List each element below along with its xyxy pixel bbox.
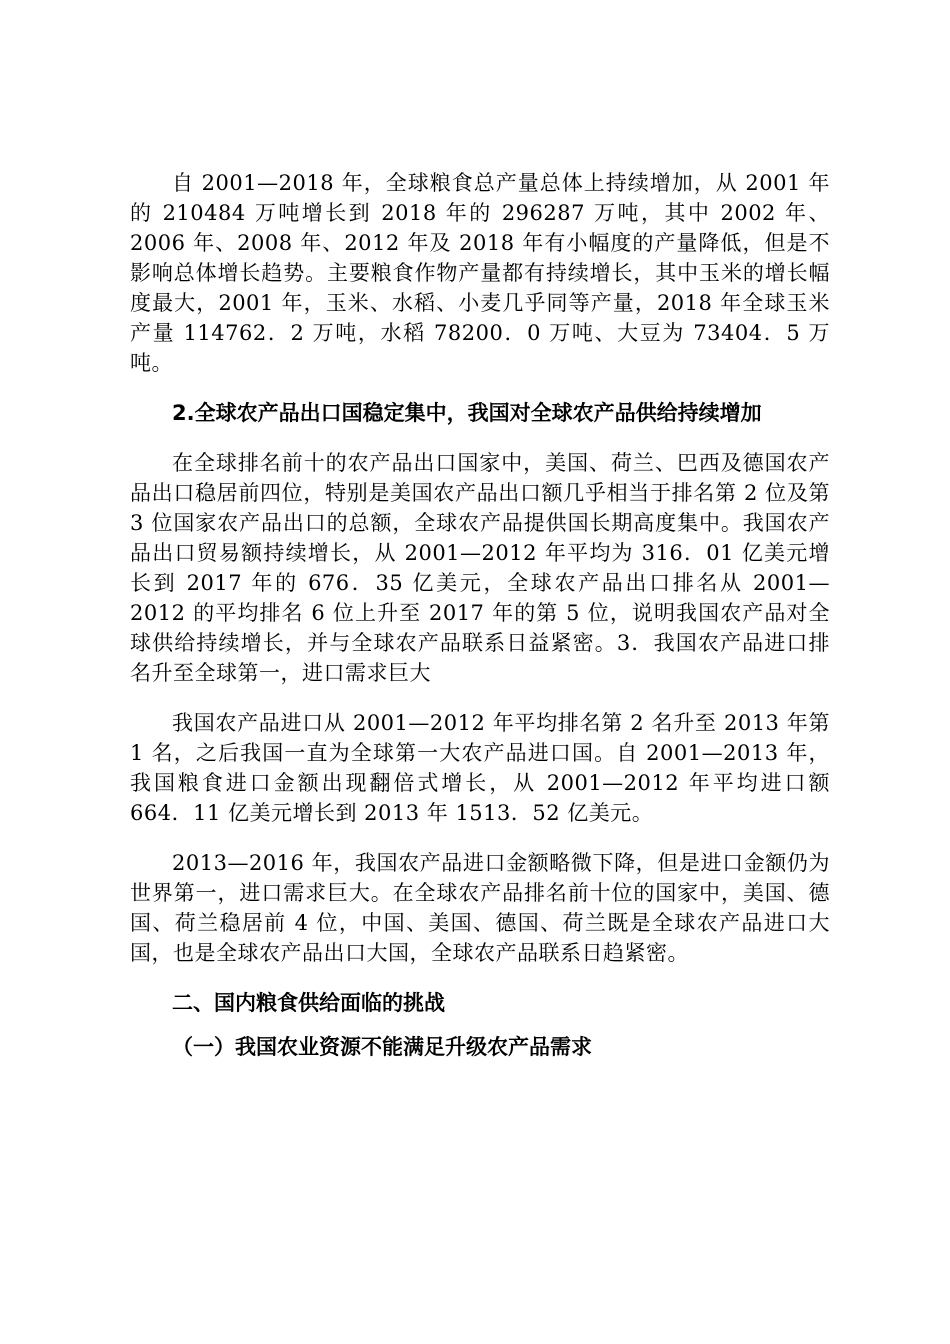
paragraph-import-demand: 2013—2016 年，我国农产品进口金额略微下降，但是进口金额仍为世界第一，进口需求巨大。在全球农产品排名前十位的国家中，美国、德国、荷兰稳居前 4 位，中国、美国、德国、荷兰既是全球农产品进口大国，也是全球农产品出口大国，全球农产品联系日趋紧密。 <box>130 851 830 965</box>
section-heading-domestic-challenges: 二、国内粮食供给面临的挑战 <box>172 991 445 1015</box>
heading-export-concentration: 2.全球农产品出口国稳定集中，我国对全球农产品供给持续增加 <box>172 401 762 425</box>
paragraph-global-grain-output: 自 2001—2018 年，全球粮食总产量总体上持续增加，从 2001 年的 210484 万吨增长到 2018 年的 296287 万吨，其中 2002 年、2006 年、2008 年、2012 年及 2018 年有小幅度的产量降低，但是不影响总体增长趋势。主要粮食作物产量都有持续增长，其中玉米的增长幅度最大，2001 年，玉米、水稻、小麦几乎同等产量，2018 年全球玉米产量 114762．2 万吨，水稻 78200．0 万吨、大豆为 73404．5 万吨。 <box>130 171 830 375</box>
document-page <box>130 168 830 1076</box>
subsection-heading-resources: （一）我国农业资源不能满足升级农产品需求 <box>172 1035 592 1059</box>
paragraph-import-ranking: 我国农产品进口从 2001—2012 年平均排名第 2 名升至 2013 年第 1 名，之后我国一直为全球第一大农产品进口国。自 2001—2013 年，我国粮食进口金额出现翻倍式增长，从 2001—2012 年平均进口额 664．11 亿美元增长到 2013 年 1513．52 亿美元。 <box>130 711 830 825</box>
paragraph-export-countries: 在全球排名前十的农产品出口国家中，美国、荷兰、巴西及德国农产品出口稳居前四位，特别是美国农产品出口额几乎相当于排名第 2 位及第 3 位国家农产品出口的总额，全球农产品提供国长期高度集中。我国农产品出口贸易额持续增长，从 2001—2012 年平均为 316．01 亿美元增长到 2017 年的 676．35 亿美元，全球农产品出口排名从 2001—2012 的平均排名 6 位上升至 2017 年的第 5 位，说明我国农产品对全球供给持续增长，并与全球农产品联系日益紧密。3．我国农产品进口排名升至全球第一，进口需求巨大 <box>130 451 830 685</box>
